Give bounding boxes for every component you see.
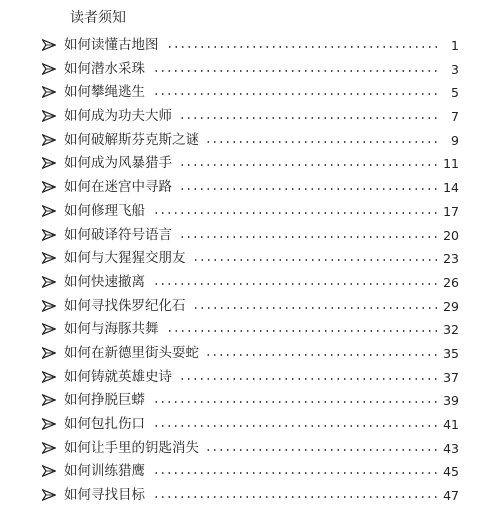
toc-entry-title: 如何成为功夫大师: [64, 108, 172, 125]
dot-leader: [194, 307, 440, 309]
dot-leader: [153, 212, 439, 214]
dot-leader: [207, 449, 439, 451]
toc-entry[interactable]: [0, 317, 499, 341]
dot-leader: [194, 259, 440, 261]
toc-entry[interactable]: [0, 199, 499, 223]
toc-entry[interactable]: [0, 365, 499, 389]
dot-leader: [153, 425, 439, 427]
toc-entry-page-number: 20: [443, 227, 459, 243]
toc-entry[interactable]: [0, 341, 499, 365]
toc-entry-title: 如何与大猩猩交朋友: [64, 250, 186, 267]
toc-entry[interactable]: [0, 128, 499, 152]
toc-entry[interactable]: [0, 294, 499, 318]
toc-entry-page-number: 26: [443, 274, 459, 290]
dot-leader: [180, 378, 439, 380]
toc-entry-title: 如何潜水采珠: [64, 60, 145, 77]
toc-entry[interactable]: [0, 175, 499, 199]
toc-entry[interactable]: [0, 459, 499, 483]
dot-leader: [167, 46, 440, 48]
arrowhead-bullet-icon: [42, 86, 56, 98]
toc-entry-page-number: 37: [443, 369, 459, 385]
arrowhead-bullet-icon: [42, 39, 56, 51]
toc-entry-title: 如何与海豚共舞: [64, 321, 159, 338]
toc-entry-title: 如何破解斯芬克斯之谜: [64, 131, 199, 148]
toc-entry-title: 如何寻找目标: [64, 487, 145, 504]
dot-leader: [153, 496, 439, 498]
toc-entry[interactable]: [0, 151, 499, 175]
toc-entry[interactable]: [0, 104, 499, 128]
toc-entry-title: 如何在新德里街头耍蛇: [64, 344, 199, 361]
toc-entry-page-number: 3: [451, 61, 459, 77]
toc-entry-title: 如何快速撤离: [64, 273, 145, 290]
arrowhead-bullet-icon: [42, 465, 56, 477]
toc-list: [0, 33, 499, 507]
toc-entry-page-number: 14: [443, 180, 459, 196]
toc-entry-title: 如何读懂古地图: [64, 37, 159, 53]
toc-entry[interactable]: [0, 412, 499, 436]
toc-entry[interactable]: [0, 246, 499, 270]
toc-entry-page-number: 23: [443, 251, 459, 267]
toc-entry-page-number: 47: [443, 488, 459, 504]
arrowhead-bullet-icon: [42, 394, 56, 406]
dot-leader: [180, 164, 439, 166]
arrowhead-bullet-icon: [42, 205, 56, 217]
toc-entry-page-number: 43: [443, 440, 459, 456]
dot-leader: [180, 188, 439, 190]
arrowhead-bullet-icon: [42, 63, 56, 75]
toc-entry-title: 如何铸就英雄史诗: [64, 368, 172, 385]
toc-entry-title: 如何修理飞船: [64, 202, 145, 219]
toc-entry-page-number: 17: [443, 203, 459, 219]
dot-leader: [153, 472, 439, 474]
arrowhead-bullet-icon: [42, 442, 56, 454]
toc-entry-page-number: 1: [451, 38, 459, 53]
toc-entry[interactable]: [0, 270, 499, 294]
dot-leader: [180, 117, 439, 119]
toc-entry-title: 如何挣脱巨蟒: [64, 392, 145, 409]
toc-heading: 读者须知: [70, 10, 126, 26]
dot-leader: [153, 93, 439, 95]
toc-entry[interactable]: [0, 57, 499, 81]
toc-entry-title: 如何破译符号语言: [64, 226, 172, 243]
arrowhead-bullet-icon: [42, 347, 56, 359]
toc-entry-page-number: 29: [443, 298, 459, 314]
toc-entry[interactable]: [0, 436, 499, 460]
toc-entry-title: 如何让手里的钥匙消失: [64, 439, 199, 456]
arrowhead-bullet-icon: [42, 252, 56, 264]
toc-entry-title: 如何训练猎鹰: [64, 463, 145, 480]
dot-leader: [167, 330, 440, 332]
arrowhead-bullet-icon: [42, 157, 56, 169]
arrowhead-bullet-icon: [42, 181, 56, 193]
toc-entry-page-number: 7: [451, 109, 459, 125]
toc-entry-page-number: 11: [443, 156, 459, 172]
toc-entry-page-number: 41: [443, 417, 459, 432]
arrowhead-bullet-icon: [42, 229, 56, 241]
arrowhead-bullet-icon: [42, 489, 56, 501]
arrowhead-bullet-icon: [42, 276, 56, 288]
arrowhead-bullet-icon: [42, 110, 56, 122]
toc-entry-title: 如何攀绳逃生: [64, 84, 145, 101]
arrowhead-bullet-icon: [42, 418, 56, 430]
toc-entry-page-number: 35: [443, 345, 459, 361]
dot-leader: [207, 354, 439, 356]
toc-entry-page-number: 45: [443, 464, 459, 480]
toc-entry-title: 如何成为风暴猎手: [64, 155, 172, 172]
toc-entry[interactable]: [0, 483, 499, 507]
toc-entry-page-number: 9: [451, 132, 459, 148]
toc-entry-page-number: 5: [451, 85, 459, 101]
toc-entry-title: 如何在迷宫中寻路: [64, 179, 172, 196]
dot-leader: [180, 236, 439, 238]
toc-entry-page-number: 39: [443, 393, 459, 409]
dot-leader: [153, 70, 439, 72]
arrowhead-bullet-icon: [42, 323, 56, 335]
toc-entry[interactable]: [0, 80, 499, 104]
toc-entry-page-number: 32: [443, 322, 459, 338]
toc-entry[interactable]: [0, 388, 499, 412]
toc-entry[interactable]: [0, 223, 499, 247]
arrowhead-bullet-icon: [42, 371, 56, 383]
toc-entry[interactable]: [0, 33, 499, 57]
dot-leader: [153, 283, 439, 285]
arrowhead-bullet-icon: [42, 134, 56, 146]
arrowhead-bullet-icon: [42, 300, 56, 312]
toc-entry-title: 如何寻找侏罗纪化石: [64, 297, 186, 314]
dot-leader: [207, 141, 439, 143]
toc-entry-title: 如何包扎伤口: [64, 416, 145, 432]
dot-leader: [153, 401, 439, 403]
